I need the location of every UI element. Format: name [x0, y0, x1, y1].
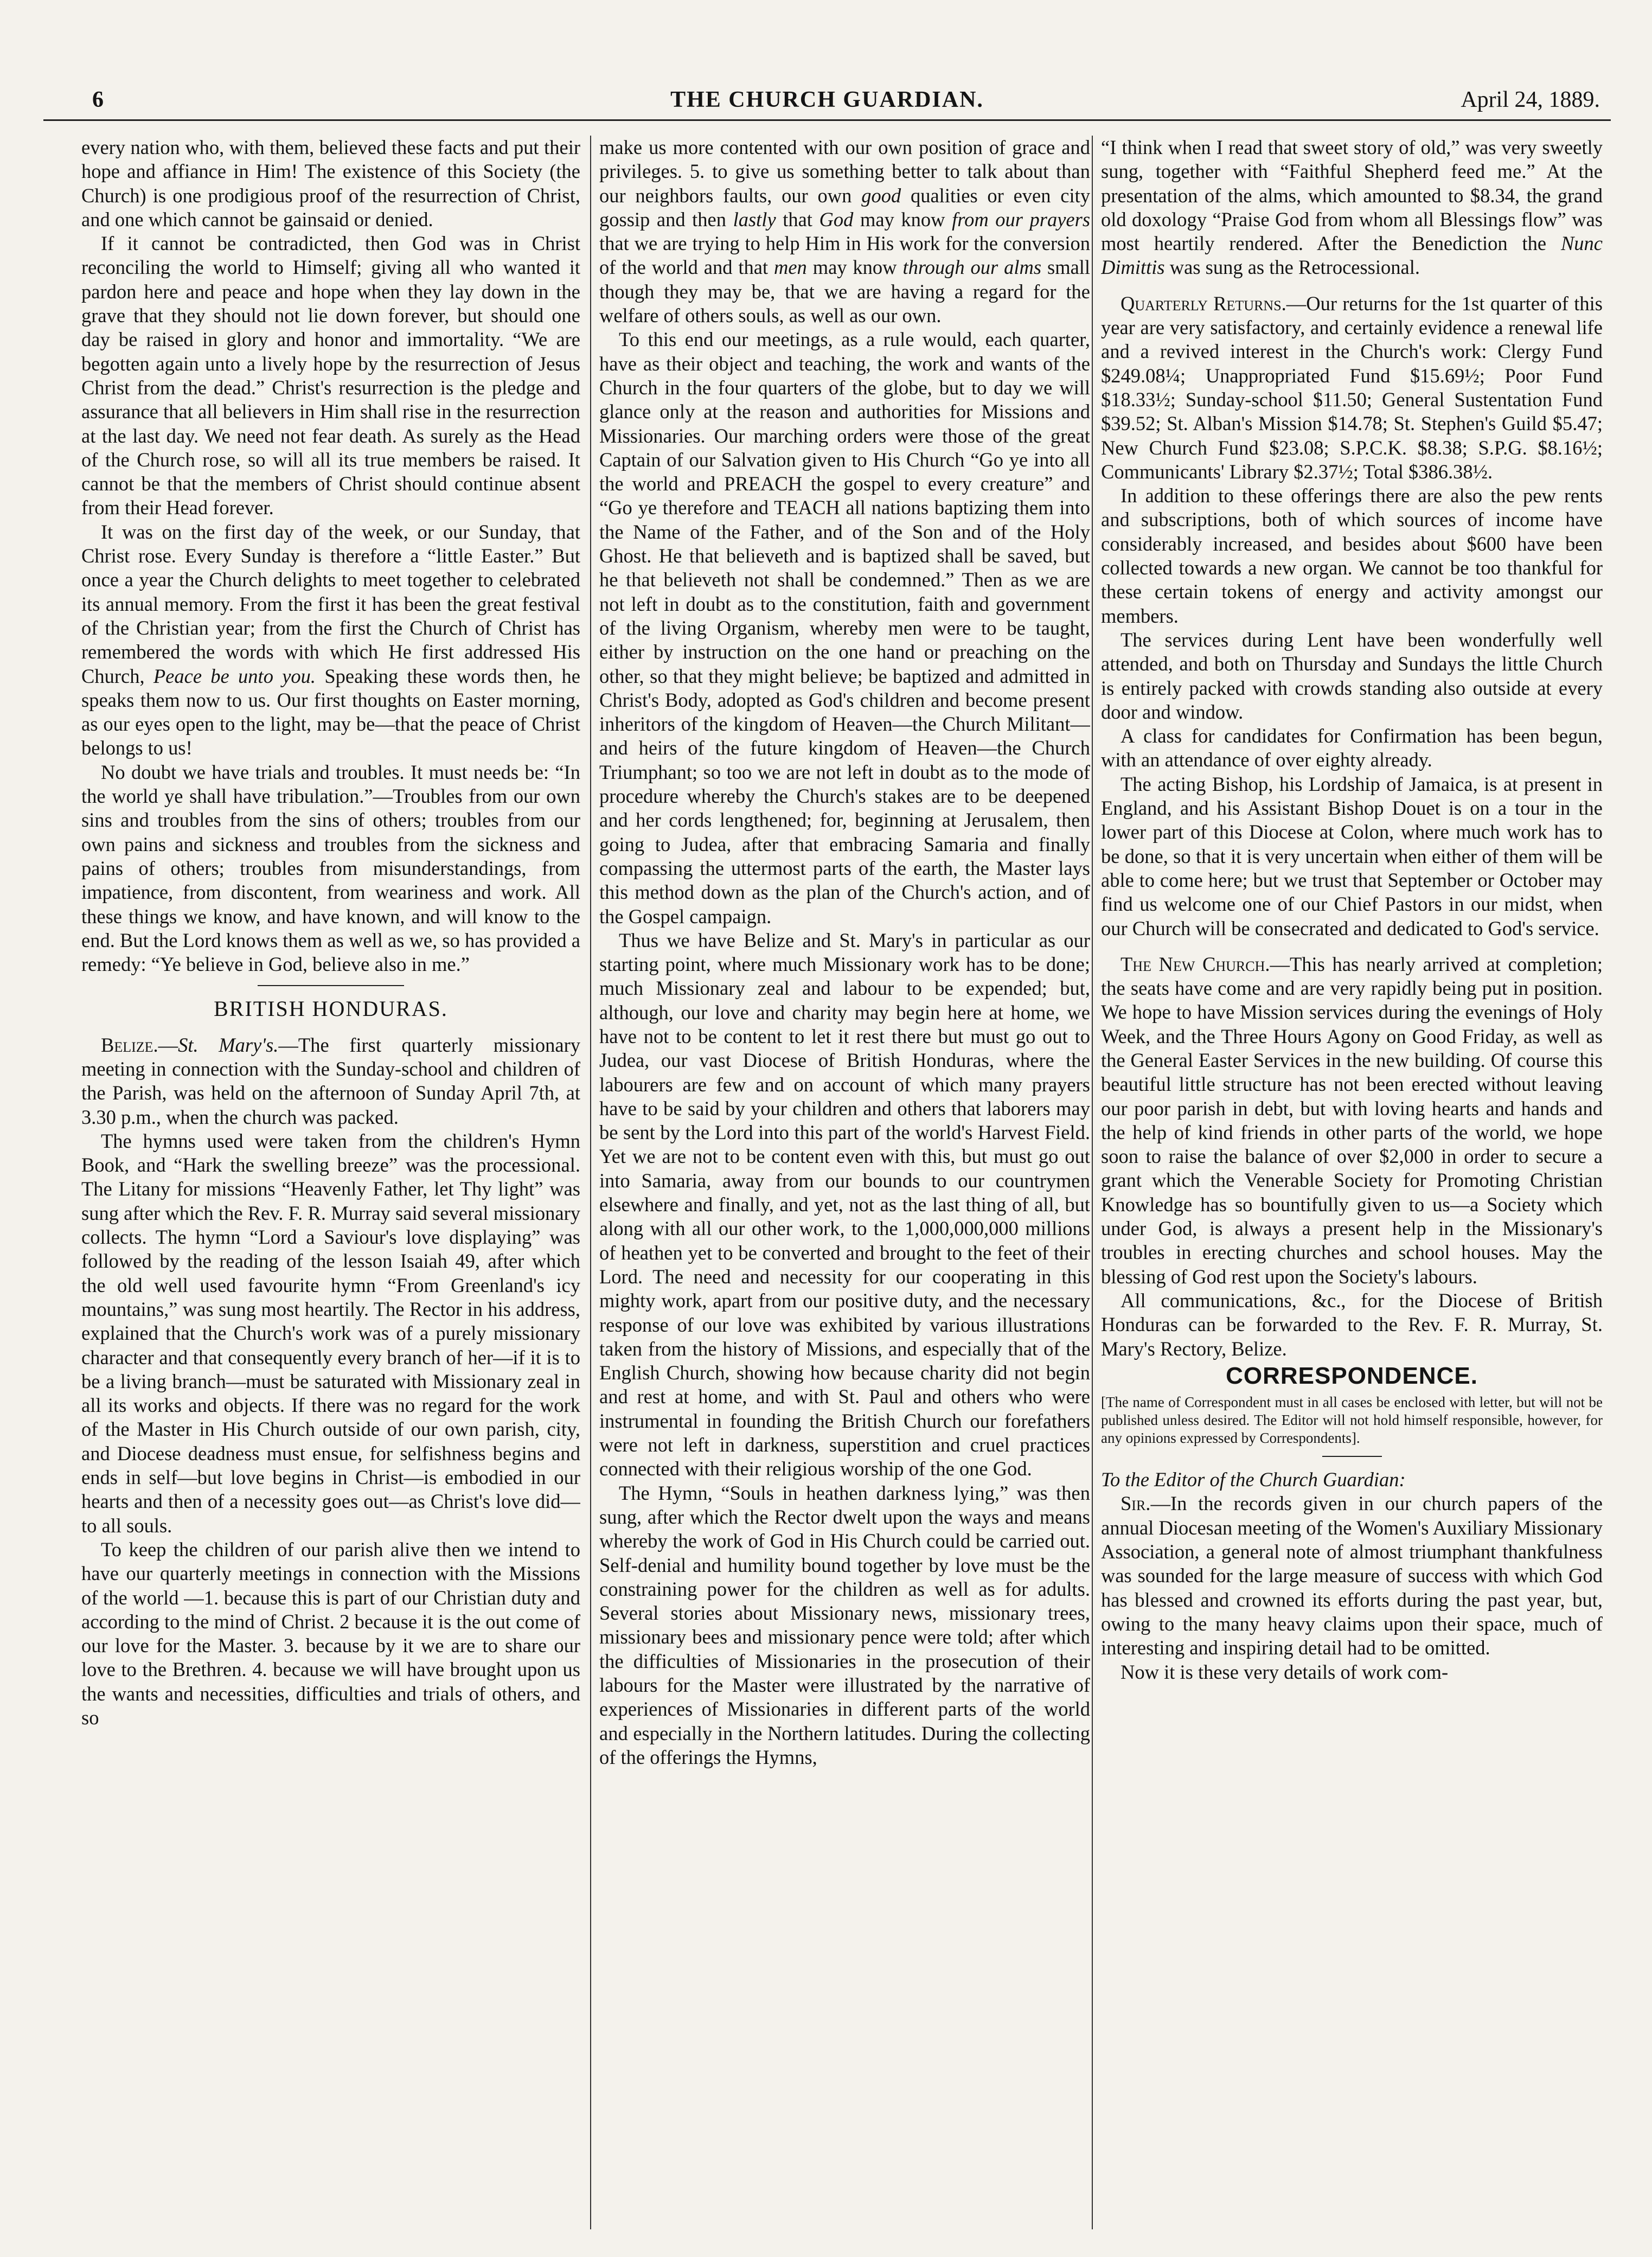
- paragraph: All communications, &c., for the Diocese of British Honduras can be forwarded to the Rev. F. R. Murray, St. Mary's Rectory, Belize.: [1101, 1289, 1603, 1360]
- text-run: that we are trying to help Him in His work for the conversion of the world and that: [599, 232, 1090, 279]
- italic-text: Peace be unto you.: [153, 664, 316, 687]
- text-run: It was on the first day of the week, or our Sunday, that Christ rose. Every Sunday is therefore a “little Easter.” But once a year the Church delights to meet together to celebrated its annual memory. From the first it has been the great festival of the Christian year; from the first the Church of Christ has remembered the words with which He first addressed His Church,: [81, 520, 580, 687]
- lead-in: The New Church.: [1120, 952, 1270, 975]
- italic-text: from our prayers: [952, 208, 1090, 231]
- paragraph: The hymns used were taken from the children's Hymn Book, and “Hark the swelling breeze” was the processional. The Litany for missions “Heavenly Father, let Thy light” was sung after which the Rev. F. R. Murray said several missionary collects. The hymn “Lord a Saviour's love displaying” was followed by the reading of the lesson Isaiah 49, after which the old well used favourite hymn “From Greenland's icy mountains,” was sung most heartily. The Rector in his address, explained that the Church's work was of a purely missionary character and that consequently every branch of her—if it is to be a living branch—must be saturated with Missionary zeal in all its works and objects. If there was no regard for the work of the Master in His Church outside of our own parish, city, and Diocese deadness must ensue, for selfishness begins and ends in self—but love begins in Christ—is embodied in our hearts and then of a necessity goes out—as Christ's love did—to all souls.: [81, 1129, 580, 1537]
- newspaper-title: THE CHURCH GUARDIAN.: [670, 87, 984, 112]
- paragraph: [1101, 136, 1603, 280]
- paragraph: To this end our meetings, as a rule would, each quarter, have as their object and teaching, the work and wants of the Church in the four quarters of the globe, but to day we will glance only at the reason and authorities for Missions and Missionaries. Our marching orders were those of the great Captain of our Salvation given to His Church “Go ye into all the world and PREACH the gospel to every creature” and “Go ye therefore and TEACH all nations baptizing them into the Name of the Father, and of the Son and of the Holy Ghost. He that believeth and is baptized shall be saved, but he that believeth not shall be condemned.” Then as we are not left in doubt as to the constitution, faith and government of the living Organism, whereby men were to be taught, either by instruction on the one hand or preaching on the other, so that they might believe; be baptized and admitted in Christ's Body, adopted as God's children and become present inheritors of the kingdom of Heaven—the Church Militant—and heirs of the future kingdom of Heaven—the Church Triumphant; so too we are not left in doubt as to the mode of procedure whereby the Church's stakes are to be deepened and her cords lengthened; for, beginning at Jerusalem, then going to Judea, after that embracing Samaria and finally compassing the uttermost parts of the earth, the Master lays this method down as the plan of the Church's action, and of the Gospel campaign.: [599, 328, 1090, 928]
- text-run: —This has nearly arrived at completion; the seats have come and are very rapidly being put in position. We hope to have Mission services during the evenings of Holy Week, and the Three Hours Agony on Good Friday, as well as the General Easter Services in the new building. Of course this beautiful little structure has not been erected without leaving our poor parish in debt, but with loving hearts and hands and the help of kind friends in other parts of the world, we hope soon to raise the balance of over $2,000 in order to secure a grant which the Venerable Society for Promoting Christian Knowledge has so bountifully given to us—a Society which under God, is always a present help in the Missionary's troubles in erecting churches and school houses. May the blessing of God rest upon the Society's labours.: [1101, 952, 1603, 1288]
- paragraph: The services during Lent have been wonderfully well attended, and both on Thursday and Sundays the little Church is entirely packed with crowds standing also outside at every door and window.: [1101, 628, 1603, 723]
- paragraph: Thus we have Belize and St. Mary's in particular as our starting point, where much Missionary work has to be done; much Missionary zeal and labour to be expended; but, although, our love and charity may begin here at home, we have not to be content to let it rest there but must go out to Judea, our vast Diocese of British Honduras, where the labourers are few and on account of which many prayers have to be said by your children and others that laborers may be sent by the Lord into this part of the world's Harvest Field. Yet we are not to be content even with this, but must go out into Samaria, away from our bounds to our countrymen elsewhere and finally, and yet, not as the last thing of all, but along with all our other work, to the 1,000,000,000 millions of heathen yet to be converted and brought to the feet of their Lord. The need and necessity for our cooperating in this mighty work, apart from our positive duty, and the necessary response of our love was exhibited by various illustrations taken from the history of Missions, and especially that of the English Church, showing how because charity did not begin and rest at home, and with St. Paul and others who were instrumental in founding the British Church our forefathers were not left in darkness, superstition and cruel practices connected with their religious worship of the one God.: [599, 929, 1090, 1480]
- lead-in: Belize.—: [101, 1033, 178, 1056]
- italic-text: men: [774, 256, 807, 279]
- text-run: was sung as the Retrocessional.: [1169, 256, 1420, 279]
- column-divider: [1092, 136, 1093, 2229]
- italic-text: good: [861, 184, 901, 207]
- text-run: may know: [860, 208, 945, 231]
- text-run: that: [783, 208, 812, 231]
- paragraph: The Hymn, “Souls in heathen darkness lying,” was then sung, after which the Rector dwelt upon the ways and means whereby the work of God in His Church could be carried out. Self-denial and humility bound together by love must be the constraining power for the children as well as for adults. Several stories about Missionary news, missionary trees, missionary bees and missionary pence were told; after which the difficulties of Missionaries in the prosecution of their labours for the Master were illustrated by the narrative of experiences of Missionaries in different parts of the world and especially in the Northern latitudes. During the collecting of the offerings the Hymns,: [599, 1481, 1090, 1768]
- italic-text: through our alms: [902, 256, 1042, 279]
- page-number: 6: [92, 87, 104, 112]
- text-run: make us more contented with our own position of grace and privileges. 5. to give us something better to talk about than our neighbors faults, our own: [599, 136, 1090, 207]
- italic-text: St. Mary's.: [178, 1033, 279, 1056]
- paragraph: [1101, 1492, 1603, 1660]
- text-run: —In the records given in our church papers of the annual Diocesan meeting of the Women's Auxiliary Missionary Association, a general note of almost triumphant thankfulness was sounded for the large measure of success with which God has blessed and crowned its efforts during the past year, but, owing to the many heavy claims upon their space, much of interesting and inspiring detail had to be omitted.: [1101, 1492, 1603, 1659]
- paragraph: If it cannot be contradicted, then God was in Christ reconciling the world to Himself; giving all who wanted it pardon here and peace and hope when they lay down in the grave that they should not lie down forever, but should one day be raised in glory and honor and immortality. “We are begotten again unto a lively hope by the resurrection of Jesus Christ from the dead.” Christ's resurrection is the pledge and assurance that all believers in Him shall rise in the resurrection at the last day. We need not fear death. As surely as the Head of the Church rose, so will all its true members be raised. It cannot be that the members of Christ should continue absent from their Head forever.: [81, 232, 580, 519]
- paragraph: [1101, 952, 1603, 1289]
- italic-text: To the Editor of the Church Guardian:: [1101, 1468, 1406, 1491]
- paragraph: every nation who, with them, believed these facts and put their hope and affiance in Him! The existence of this Society (the Church) is one prodigious proof of the resurrection of Christ, and one which cannot be gainsaid or denied.: [81, 136, 580, 231]
- paragraph: [1101, 292, 1603, 484]
- paragraph: [599, 136, 1090, 328]
- italic-text: God: [819, 208, 854, 231]
- paragraph: [81, 520, 580, 760]
- editorial-note: [The name of Correspondent must in all cases be enclosed with letter, but will not be published unless desired. The Editor will not hold himself responsible, however, for any opinions expressed by Correspondents].: [1101, 1394, 1603, 1447]
- correspondence-heading: CORRESPONDENCE.: [1226, 1362, 1478, 1389]
- text-run: —Our returns for the 1st quarter of this year are very satisfactory, and certainly evidence a renewal life and a revived interest in the Church's work: Clergy Fund $249.08¼; Unappropriated Fund $15.69½; Poor Fund $18.33½; Sunday-school $11.50; General Sustentation Fund $39.52; St. Alban's Mission $14.78; St. Stephen's Guild $5.47; New Church Fund $23.08; S.P.C.K. $8.38; S.P.G. $8.16½; Communicants' Library $2.37½; Total $386.38½.: [1101, 292, 1603, 483]
- text-run: Speaking these words then, he speaks them now to us. Our first thoughts on Easter morning, as our eyes open to the light, may be—that the peace of Christ belongs to us!: [81, 664, 580, 759]
- paragraph: The acting Bishop, his Lordship of Jamaica, is at present in England, and his Assistant Bishop Douet is on a tour in the lower part of this Diocese at Colon, where much work has to be done, so that it is very uncertain when either of them will be able to come here; but we trust that September or October may find us welcome one of our Chief Pastors in our midst, when our Church will be consecrated and dedicated to God's service.: [1101, 772, 1603, 939]
- section-heading: BRITISH HONDURAS.: [214, 996, 448, 1021]
- column-2: [599, 136, 1090, 2229]
- text-run: small though they may be, that we are having a regard for the welfare of others souls, as well as our own.: [599, 256, 1090, 327]
- paragraph: In addition to these offerings there are also the pew rents and subscriptions, both of which sources of income have considerably increased, and besides about $600 have been collected towards a new organ. We cannot be too thankful for these certain tokens of energy and activity amongst our members.: [1101, 484, 1603, 627]
- text-run: may know: [812, 256, 897, 279]
- section-divider: [258, 985, 404, 986]
- page-header: [43, 81, 1611, 121]
- column-1: [81, 136, 580, 2229]
- lead-in: Quarterly Returns.: [1120, 292, 1286, 315]
- column-3: [1101, 136, 1603, 2229]
- italic-text: Nunc Dimittis: [1101, 232, 1603, 279]
- paragraph: No doubt we have trials and troubles. It must needs be: “In the world ye shall have tribulation.”—Troubles from our own sins and troubles from the sins of others; troubles from our own pains and sickness and troubles from the sickness and pains of others; troubles from misunderstandings, from impatience, from discontent, from weariness and work. All these things we know, and have known, and will know to the end. But the Lord knows them as well as we, so has provided a remedy: “Ye believe in God, believe also in me.”: [81, 760, 580, 976]
- lead-in: Sir.: [1120, 1492, 1151, 1515]
- text-run: qualities or even city gossip and then: [599, 184, 1090, 231]
- issue-date: April 24, 1889.: [1461, 87, 1600, 112]
- paragraph: A class for candidates for Confirmation has been begun, with an attendance of over eighty already.: [1101, 725, 1603, 771]
- section-divider: [1322, 1456, 1382, 1457]
- column-divider: [590, 136, 591, 2229]
- italic-text: lastly: [733, 208, 776, 231]
- salutation: [1101, 1468, 1603, 1492]
- text-run: “I think when I read that sweet story of old,” was very sweetly sung, together with “Faithful Shepherd feed me.” At the presentation of the alms, which amounted to $8.34, the grand old doxology “Praise God from whom all Blessings flow” was most heartily rendered. After the Benediction the: [1101, 136, 1603, 255]
- paragraph: To keep the children of our parish alive then we intend to have our quarterly meetings in connection with the Missions of the world —1. because this is part of our Christian duty and according to the mind of Christ. 2 because it is the out come of our love for the Master. 3. because by it we are to share our love to the Brethren. 4. because we will have brought upon us the wants and necessities, difficulties and trials of others, and so: [81, 1538, 580, 1729]
- text-run: —The first quarterly missionary meeting in connection with the Sunday-school and children of the Parish, was held on the afternoon of Sunday April 7th, at 3.30 p.m., when the church was packed.: [81, 1033, 580, 1128]
- paragraph: Now it is these very details of work com-: [1120, 1660, 1449, 1683]
- paragraph: [81, 1033, 580, 1129]
